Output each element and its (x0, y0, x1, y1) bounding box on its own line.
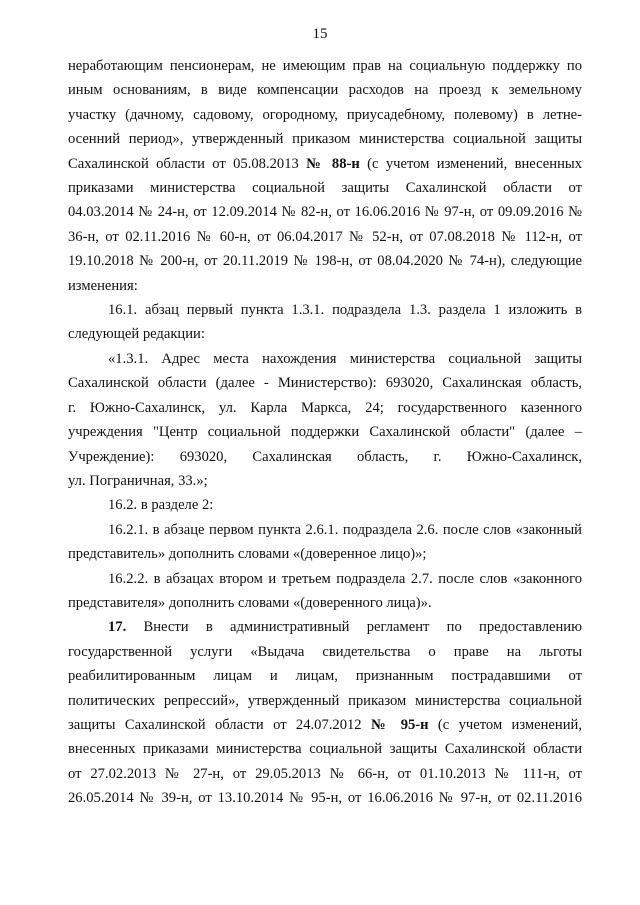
order-number-bold: № 95-н (370, 716, 429, 733)
text-line: 16.2.1. в абзаце первом пункта 2.6.1. подраздела 2.6. после слов «законный (108, 521, 582, 538)
paragraph-quoted-1-3-1 (68, 347, 582, 493)
text-line: участку (дачному, садовому, огородному, приусадебному, полевому) в летне- (68, 106, 582, 123)
paragraph-amendment-16-intro (68, 54, 582, 298)
page-number: 15 (312, 26, 328, 42)
text-line: г. Южно-Сахалинск, ул. Карла Маркса, 24; государственного казенного (68, 399, 582, 416)
text-fragment: (с учетом изменений, (428, 716, 582, 733)
text-line: 19.10.2018 № 200-н, от 20.11.2019 № 198-н, от 08.04.2020 № 74-н), следующие (68, 253, 582, 270)
text-line: 04.03.2014 № 24-н, от 12.09.2014 № 82-н, от 16.06.2016 № 97-н, от 09.09.2016 № (68, 204, 582, 221)
text-line: 36-н, от 02.11.2016 № 60-н, от 06.04.2017 № 52-н, от 07.08.2018 № 112-н, от (68, 228, 582, 245)
text-line: следующей редакции: (68, 326, 205, 343)
text-fragment: защиты Сахалинской области от 24.07.2012 (68, 716, 371, 733)
text-line: иным основаниям, в виде компенсации расходов на проезд к земельному (68, 82, 582, 99)
document-body (68, 54, 582, 811)
text-line: неработающим пенсионерам, не имеющим прав на социальную поддержку по (68, 58, 582, 74)
text-line (68, 713, 582, 737)
text-line: Сахалинской области (далее - Министерство): 693020, Сахалинская область, (68, 375, 582, 392)
text-line: реабилитированным лицам и лицам, признанным пострадавшими от (68, 668, 582, 685)
item-number-bold: 17. (108, 619, 127, 636)
text-line: 16.2. в разделе 2: (108, 497, 214, 514)
text-fragment: (с учетом изменений, внесенных (359, 155, 582, 172)
text-line: представителя» дополнить словами «(доверенного лица)». (68, 594, 432, 611)
order-number-bold: № 88-н (306, 155, 360, 172)
text-line (68, 615, 582, 639)
paragraph-17 (68, 615, 582, 810)
text-line: 26.05.2014 № 39-н, от 13.10.2014 № 95-н, от 16.06.2016 № 97-н, от 02.11.2016 (68, 790, 582, 807)
text-line: учреждения "Центр социальной поддержки Сахалинской области" (далее – (68, 424, 582, 441)
text-line: от 27.02.2013 № 27-н, от 29.05.2013 № 66-н, от 01.10.2013 № 111-н, от (68, 765, 582, 782)
text-line: государственной услуги «Выдача свидетельства о праве на льготы (68, 643, 582, 660)
text-line: политических репрессий», утвержденный приказом министерства социальной (68, 692, 582, 709)
text-line: осенний период», утвержденный приказом министерства социальной защиты (68, 131, 582, 148)
paragraph-16-2-2 (68, 567, 582, 616)
text-fragment: Внести в административный регламент по предоставлению (126, 619, 582, 636)
text-fragment: Сахалинской области от 05.08.2013 (68, 155, 307, 172)
text-line: внесенных приказами министерства социальной защиты Сахалинской области (68, 741, 582, 758)
paragraph-16-2-1 (68, 518, 582, 567)
text-line: изменения: (68, 277, 138, 294)
paragraph-16-1 (68, 298, 582, 347)
text-line: представитель» дополнить словами «(доверенное лицо)»; (68, 546, 427, 563)
text-line (68, 152, 582, 176)
text-line: приказами министерства социальной защиты Сахалинской области от (68, 180, 582, 197)
paragraph-16-2 (68, 493, 582, 517)
text-line: «1.3.1. Адрес места нахождения министерства социальной защиты (108, 350, 582, 367)
text-line: 16.2.2. в абзацах втором и третьем подраздела 2.7. после слов «законного (108, 570, 582, 587)
text-line: ул. Пограничная, 33.»; (68, 472, 208, 489)
text-line: Учреждение): 693020, Сахалинская область, г. Южно-Сахалинск, (68, 448, 582, 465)
text-line: 16.1. абзац первый пункта 1.3.1. подраздела 1.3. раздела 1 изложить в (108, 302, 582, 319)
